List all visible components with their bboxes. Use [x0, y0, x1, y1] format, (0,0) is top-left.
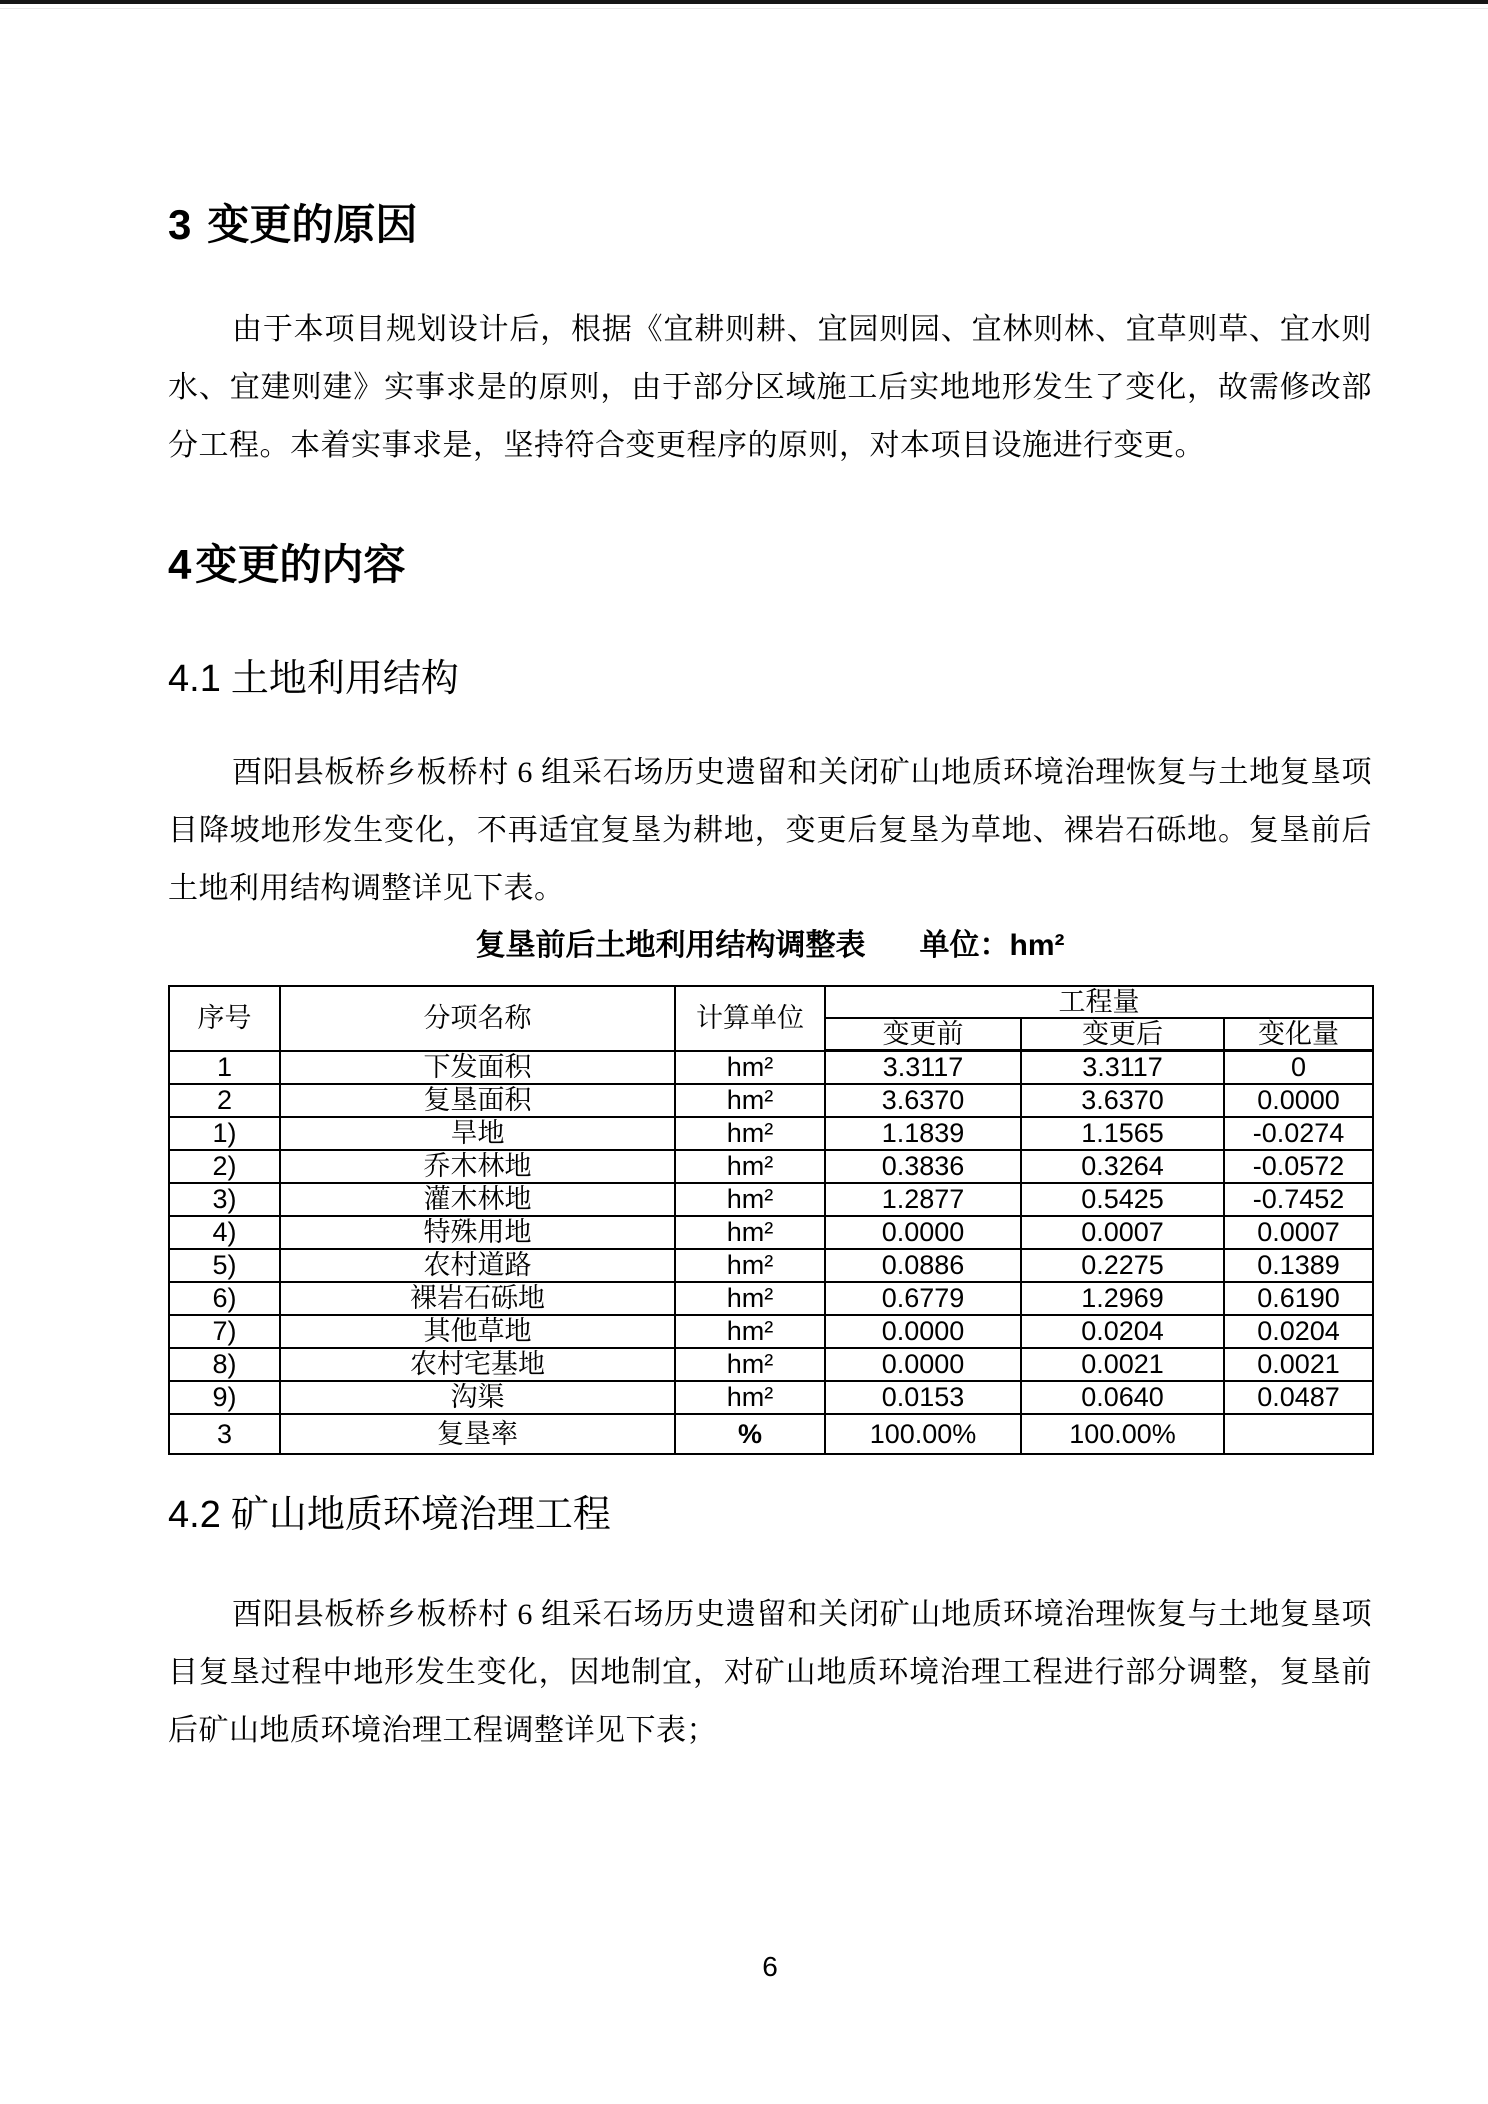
cell-no: 2 [169, 1084, 280, 1117]
section-42-heading [168, 1493, 1372, 1537]
section-3-number: 3 [168, 201, 192, 248]
cell-name: 沟渠 [280, 1381, 675, 1414]
cell-after: 100.00% [1021, 1414, 1224, 1454]
cell-name: 农村道路 [280, 1249, 675, 1282]
cell-before: 0.0886 [825, 1249, 1021, 1282]
table-row [169, 1216, 1373, 1249]
col-header-after: 变更后 [1021, 1018, 1224, 1051]
cell-change: 0.6190 [1224, 1282, 1373, 1315]
cell-name: 特殊用地 [280, 1216, 675, 1249]
section-3-heading [168, 200, 1372, 250]
table-unit [920, 929, 1065, 963]
cell-unit: hm² [675, 1051, 825, 1085]
cell-no: 1 [169, 1051, 280, 1085]
col-header-unit: 计算单位 [675, 986, 825, 1051]
table-row [169, 1414, 1373, 1454]
cell-name: 旱地 [280, 1117, 675, 1150]
section-41-heading [168, 657, 1372, 701]
table-row [169, 1249, 1373, 1282]
cell-before: 100.00% [825, 1414, 1021, 1454]
cell-name: 其他草地 [280, 1315, 675, 1348]
table-row [169, 1381, 1373, 1414]
cell-no: 5) [169, 1249, 280, 1282]
top-border-bar [0, 0, 1488, 4]
cell-unit: hm² [675, 1117, 825, 1150]
cell-name: 下发面积 [280, 1051, 675, 1085]
section-3-heading-text: 变更的原因 [207, 201, 418, 248]
cell-change: -0.0274 [1224, 1117, 1373, 1150]
cell-change [1224, 1414, 1373, 1454]
cell-after: 1.2969 [1021, 1282, 1224, 1315]
table-row [169, 1084, 1373, 1117]
cell-name: 裸岩石砾地 [280, 1282, 675, 1315]
top-border-shadow [0, 8, 1488, 9]
section-42-heading-text: 矿山地质环境治理工程 [230, 1494, 611, 1536]
cell-change: 0.0007 [1224, 1216, 1373, 1249]
table-header [169, 986, 1373, 1051]
cell-after: 0.0007 [1021, 1216, 1224, 1249]
cell-before: 3.3117 [825, 1051, 1021, 1085]
cell-unit: % [675, 1414, 825, 1454]
cell-change: -0.0572 [1224, 1150, 1373, 1183]
cell-after: 0.0204 [1021, 1315, 1224, 1348]
table-row [169, 1051, 1373, 1085]
cell-unit: hm² [675, 1348, 825, 1381]
col-header-quantity: 工程量 [825, 986, 1373, 1018]
section-41-heading-text: 土地利用结构 [230, 658, 459, 700]
cell-no: 7) [169, 1315, 280, 1348]
section-41-number: 4.1 [168, 658, 221, 700]
col-header-name: 分项名称 [280, 986, 675, 1051]
table-row [169, 1150, 1373, 1183]
section-41-paragraph: 酉阳县板桥乡板桥村 6 组采石场历史遗留和关闭矿山地质环境治理恢复与土地复垦项目降坡地形发生变化，不再适宜复垦为耕地，变更后复垦为草地、裸岩石砾地。复垦前后土地利用结构调整详见下表。 [168, 756, 1372, 905]
section-3-paragraph: 由于本项目规划设计后，根据《宜耕则耕、宜园则园、宜林则林、宜草则草、宜水则水、宜建则建》实事求是的原则，由于部分区域施工后实地地形发生了变化，故需修改部分工程。本着实事求是，坚持符合变更程序的原则，对本项目设施进行变更。 [168, 313, 1372, 462]
table-body [169, 1051, 1373, 1455]
cell-name: 农村宅基地 [280, 1348, 675, 1381]
table-unit-value: hm² [1009, 929, 1065, 962]
cell-change: 0.0487 [1224, 1381, 1373, 1414]
cell-change: 0.0000 [1224, 1084, 1373, 1117]
cell-after: 1.1565 [1021, 1117, 1224, 1150]
table-row [169, 1183, 1373, 1216]
section-4-number: 4 [168, 541, 192, 588]
table-title-text: 复垦前后土地利用结构调整表 [475, 929, 866, 962]
cell-before: 0.0000 [825, 1315, 1021, 1348]
cell-no: 2) [169, 1150, 280, 1183]
cell-change: 0.0204 [1224, 1315, 1373, 1348]
cell-before: 3.6370 [825, 1084, 1021, 1117]
cell-change: 0 [1224, 1051, 1373, 1085]
col-header-before: 变更前 [825, 1018, 1021, 1051]
cell-unit: hm² [675, 1183, 825, 1216]
section-42-number: 4.2 [168, 1494, 221, 1536]
cell-before: 1.1839 [825, 1117, 1021, 1150]
cell-no: 9) [169, 1381, 280, 1414]
cell-after: 0.0021 [1021, 1348, 1224, 1381]
cell-name: 复垦面积 [280, 1084, 675, 1117]
col-header-change: 变化量 [1224, 1018, 1373, 1051]
cell-after: 0.2275 [1021, 1249, 1224, 1282]
page-number: 6 [762, 1951, 778, 1982]
cell-no: 3 [169, 1414, 280, 1454]
document-page [0, 200, 1488, 1984]
table-caption [168, 929, 1372, 963]
cell-before: 0.0000 [825, 1348, 1021, 1381]
section-4-heading [168, 540, 1372, 590]
cell-before: 0.0153 [825, 1381, 1021, 1414]
table-row [169, 1117, 1373, 1150]
cell-unit: hm² [675, 1150, 825, 1183]
cell-unit: hm² [675, 1249, 825, 1282]
cell-unit: hm² [675, 1282, 825, 1315]
cell-no: 8) [169, 1348, 280, 1381]
cell-after: 0.5425 [1021, 1183, 1224, 1216]
land-use-adjustment-table [168, 985, 1374, 1455]
cell-no: 4) [169, 1216, 280, 1249]
table-row [169, 1282, 1373, 1315]
cell-name: 乔木林地 [280, 1150, 675, 1183]
cell-before: 0.6779 [825, 1282, 1021, 1315]
cell-before: 1.2877 [825, 1183, 1021, 1216]
cell-change: 0.0021 [1224, 1348, 1373, 1381]
cell-unit: hm² [675, 1216, 825, 1249]
table-unit-label: 单位： [919, 929, 1010, 962]
cell-no: 3) [169, 1183, 280, 1216]
cell-unit: hm² [675, 1315, 825, 1348]
col-header-no: 序号 [169, 986, 280, 1051]
cell-before: 0.3836 [825, 1150, 1021, 1183]
cell-before: 0.0000 [825, 1216, 1021, 1249]
table-row [169, 1348, 1373, 1381]
cell-change: -0.7452 [1224, 1183, 1373, 1216]
cell-name: 灌木林地 [280, 1183, 675, 1216]
cell-change: 0.1389 [1224, 1249, 1373, 1282]
section-4-heading-text: 变更的内容 [195, 541, 406, 588]
section-42-paragraph: 酉阳县板桥乡板桥村 6 组采石场历史遗留和关闭矿山地质环境治理恢复与土地复垦项目复垦过程中地形发生变化，因地制宜，对矿山地质环境治理工程进行部分调整，复垦前后矿山地质环境治理工程调整详见下表； [168, 1598, 1372, 1747]
cell-after: 3.3117 [1021, 1051, 1224, 1085]
cell-after: 3.6370 [1021, 1084, 1224, 1117]
cell-no: 6) [169, 1282, 280, 1315]
cell-no: 1) [169, 1117, 280, 1150]
cell-unit: hm² [675, 1381, 825, 1414]
cell-after: 0.3264 [1021, 1150, 1224, 1183]
cell-name: 复垦率 [280, 1414, 675, 1454]
cell-after: 0.0640 [1021, 1381, 1224, 1414]
cell-unit: hm² [675, 1084, 825, 1117]
table-row [169, 1315, 1373, 1348]
